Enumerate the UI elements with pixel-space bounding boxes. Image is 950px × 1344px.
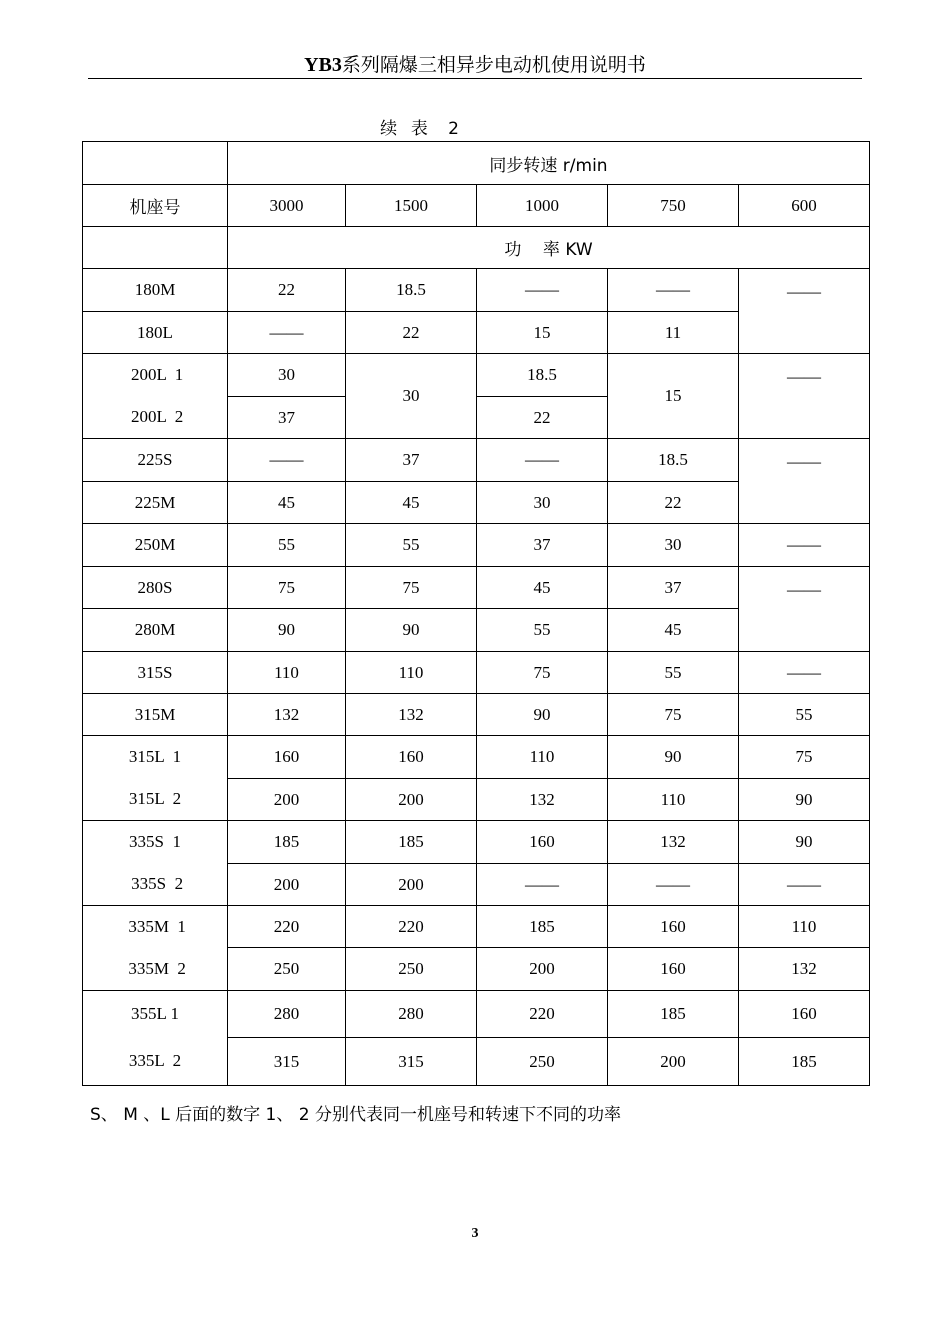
blank-cell	[83, 142, 228, 185]
value-cell: ——	[228, 439, 346, 482]
value-cell: 37	[477, 524, 608, 567]
frame-cell: 315S	[83, 652, 228, 694]
value-cell: 200	[477, 948, 608, 991]
value-cell: 30	[346, 354, 477, 439]
value-cell: 132	[346, 694, 477, 736]
footnote: S、 M 、L 后面的数字 1、 2 分别代表同一机座号和转速下不同的功率	[90, 1105, 621, 1125]
table-row	[83, 1038, 870, 1086]
value-cell: 185	[477, 906, 608, 948]
speed-group-header: 同步转速 r/min	[228, 142, 870, 185]
value-cell: 90	[739, 779, 870, 821]
frame-cell: 225S	[83, 439, 228, 482]
frame-cell: 200L 1	[83, 354, 228, 397]
header-row-speed	[83, 142, 870, 185]
value-cell: ——	[739, 269, 870, 354]
value-cell: 75	[346, 567, 477, 609]
value-cell: 200	[228, 864, 346, 906]
frame-cell: 335M 2	[83, 948, 228, 991]
value-cell: 132	[477, 779, 608, 821]
value-cell: 22	[608, 482, 739, 524]
speed-600: 600	[739, 185, 870, 227]
value-cell: 132	[739, 948, 870, 991]
value-cell: 110	[608, 779, 739, 821]
value-cell: 160	[477, 821, 608, 864]
value-cell: 280	[346, 991, 477, 1038]
value-cell: 75	[228, 567, 346, 609]
table-row	[83, 779, 870, 821]
value-cell: 55	[228, 524, 346, 567]
value-cell: 37	[228, 397, 346, 439]
power-header: 功 率 KW	[228, 227, 870, 269]
value-cell: 45	[608, 609, 739, 652]
table-caption: 续 表 2	[380, 119, 460, 139]
table-row	[83, 652, 870, 694]
value-cell: 220	[346, 906, 477, 948]
value-cell: 15	[477, 312, 608, 354]
value-cell: 185	[608, 991, 739, 1038]
value-cell: 185	[228, 821, 346, 864]
value-cell: 75	[739, 736, 870, 779]
value-cell: ——	[477, 439, 608, 482]
value-cell: ——	[739, 652, 870, 694]
value-cell: 250	[228, 948, 346, 991]
value-cell: 110	[477, 736, 608, 779]
frame-cell: 180M	[83, 269, 228, 312]
speed-1500: 1500	[346, 185, 477, 227]
value-cell: 90	[346, 609, 477, 652]
value-cell: 250	[346, 948, 477, 991]
value-cell: 160	[608, 948, 739, 991]
value-cell: ——	[739, 439, 870, 524]
frame-cell: 280S	[83, 567, 228, 609]
value-cell: 55	[608, 652, 739, 694]
value-cell: 30	[228, 354, 346, 397]
value-cell: 200	[346, 864, 477, 906]
value-cell: 18.5	[346, 269, 477, 312]
value-cell: 55	[739, 694, 870, 736]
value-cell: 160	[346, 736, 477, 779]
table-row	[83, 906, 870, 948]
speed-750: 750	[608, 185, 739, 227]
frame-cell: 250M	[83, 524, 228, 567]
value-cell: 132	[228, 694, 346, 736]
frame-cell: 225M	[83, 482, 228, 524]
table-row	[83, 864, 870, 906]
value-cell: ——	[608, 269, 739, 312]
header-row-power	[83, 227, 870, 269]
value-cell: 160	[608, 906, 739, 948]
value-cell: 22	[346, 312, 477, 354]
value-cell: 37	[608, 567, 739, 609]
value-cell: ——	[739, 864, 870, 906]
table-row	[83, 736, 870, 779]
value-cell: 200	[228, 779, 346, 821]
speed-1000: 1000	[477, 185, 608, 227]
value-cell: 200	[608, 1038, 739, 1086]
value-cell: 90	[228, 609, 346, 652]
value-cell: 220	[228, 906, 346, 948]
frame-cell: 315L 2	[83, 779, 228, 821]
header-title: 系列隔爆三相异步电动机使用说明书	[341, 54, 646, 76]
frame-cell: 315L 1	[83, 736, 228, 779]
value-cell: 200	[346, 779, 477, 821]
value-cell: 280	[228, 991, 346, 1038]
value-cell: 22	[477, 397, 608, 439]
frame-cell: 200L 2	[83, 397, 228, 439]
frame-label: 机座号	[83, 185, 228, 227]
table-row	[83, 948, 870, 991]
value-cell: ——	[228, 312, 346, 354]
value-cell: 18.5	[477, 354, 608, 397]
table-row	[83, 524, 870, 567]
value-cell: 15	[608, 354, 739, 439]
value-cell: 110	[228, 652, 346, 694]
blank-cell	[83, 227, 228, 269]
value-cell: 30	[477, 482, 608, 524]
frame-cell: 335M 1	[83, 906, 228, 948]
value-cell: 110	[739, 906, 870, 948]
value-cell: 185	[346, 821, 477, 864]
value-cell: ——	[477, 269, 608, 312]
value-cell: 55	[477, 609, 608, 652]
speed-3000: 3000	[228, 185, 346, 227]
value-cell: 185	[739, 1038, 870, 1086]
value-cell: 315	[228, 1038, 346, 1086]
value-cell: 11	[608, 312, 739, 354]
page-header	[88, 50, 862, 79]
value-cell: 75	[608, 694, 739, 736]
frame-cell: 355L 1	[83, 991, 228, 1038]
value-cell: ——	[608, 864, 739, 906]
value-cell: 160	[228, 736, 346, 779]
frame-cell: 280M	[83, 609, 228, 652]
value-cell: 30	[608, 524, 739, 567]
frame-cell: 335L 2	[83, 1038, 228, 1086]
value-cell: 45	[477, 567, 608, 609]
value-cell: 90	[739, 821, 870, 864]
table-row	[83, 991, 870, 1038]
value-cell: 132	[608, 821, 739, 864]
header-row-frame	[83, 185, 870, 227]
power-table	[82, 141, 870, 1086]
value-cell: ——	[739, 524, 870, 567]
value-cell: 250	[477, 1038, 608, 1086]
value-cell: 55	[346, 524, 477, 567]
value-cell: 22	[228, 269, 346, 312]
frame-cell: 180L	[83, 312, 228, 354]
value-cell: 220	[477, 991, 608, 1038]
table-row	[83, 269, 870, 312]
page-number: 3	[471, 1226, 479, 1241]
table-row	[83, 821, 870, 864]
value-cell: 45	[346, 482, 477, 524]
table-row	[83, 567, 870, 609]
value-cell: 37	[346, 439, 477, 482]
value-cell: ——	[739, 567, 870, 652]
frame-cell: 335S 1	[83, 821, 228, 864]
value-cell: 45	[228, 482, 346, 524]
value-cell: 160	[739, 991, 870, 1038]
value-cell: 75	[477, 652, 608, 694]
value-cell: ——	[739, 354, 870, 439]
value-cell: 110	[346, 652, 477, 694]
frame-cell: 335S 2	[83, 864, 228, 906]
value-cell: 90	[608, 736, 739, 779]
table-row	[83, 354, 870, 397]
frame-cell: 315M	[83, 694, 228, 736]
value-cell: 315	[346, 1038, 477, 1086]
value-cell: 18.5	[608, 439, 739, 482]
value-cell: ——	[477, 864, 608, 906]
table-row	[83, 694, 870, 736]
header-prefix: YB3	[304, 54, 342, 76]
value-cell: 90	[477, 694, 608, 736]
table-row	[83, 439, 870, 482]
